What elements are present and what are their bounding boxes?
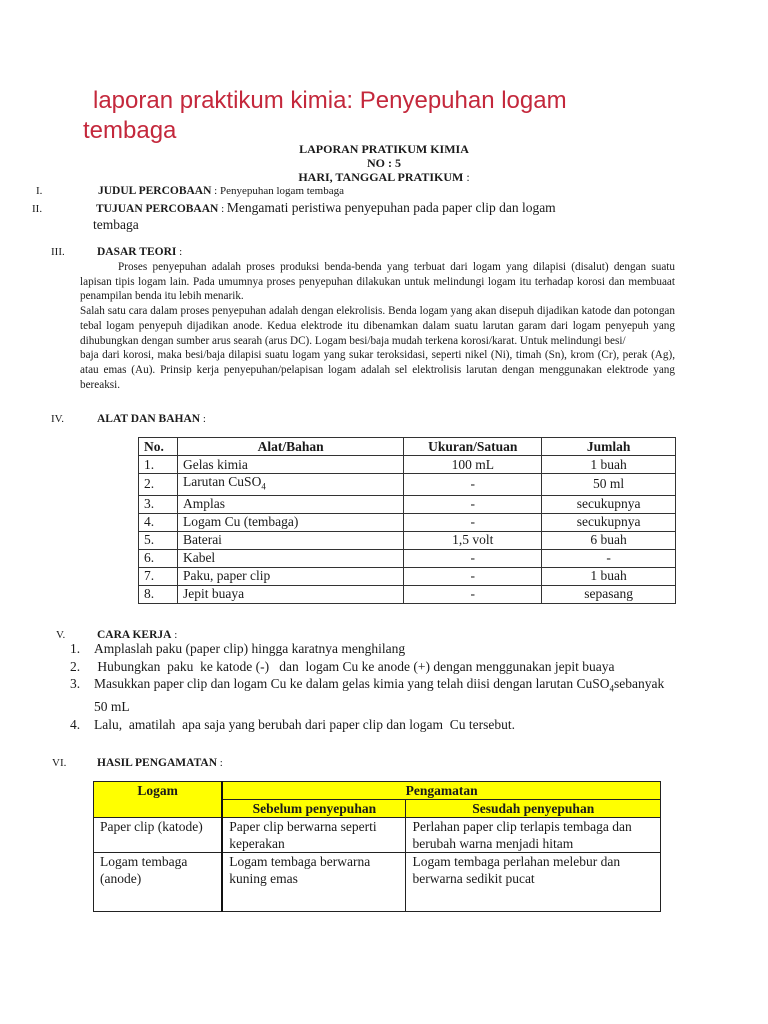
table-row xyxy=(139,495,676,513)
table-header-row xyxy=(94,782,661,800)
step-number: 4. xyxy=(70,716,81,732)
cell-item: Kabel xyxy=(177,549,403,567)
section-label: JUDUL PERCOBAAN xyxy=(98,185,212,197)
cell-size: 100 mL xyxy=(404,456,542,474)
table-row xyxy=(139,531,676,549)
cell-amount: 6 buah xyxy=(542,531,676,549)
section-numeral: VI. xyxy=(52,757,67,769)
cell-no: 1. xyxy=(139,456,178,474)
cell-size: - xyxy=(404,567,542,585)
section-colon: : xyxy=(171,629,178,641)
observation-table xyxy=(93,781,661,912)
report-number: NO : 5 xyxy=(367,156,401,170)
cell-sesudah: Perlahan paper clip terlapis tembaga dan berubah warna menjadi hitam xyxy=(406,818,661,853)
cell-amount: secukupnya xyxy=(542,495,676,513)
cell-amount: sepasang xyxy=(542,585,676,603)
section-label: ALAT DAN BAHAN xyxy=(97,413,201,425)
cell-logam: Paper clip (katode) xyxy=(94,818,223,853)
table-row xyxy=(139,567,676,585)
section-colon: : xyxy=(200,413,206,425)
section-colon: : xyxy=(218,203,227,215)
list-item xyxy=(70,640,680,658)
step-text-after: sebanyak 50 mL xyxy=(94,676,665,715)
section-hasil-heading xyxy=(52,757,223,769)
column-header-logam: Logam xyxy=(94,782,223,818)
cell-no: 3. xyxy=(139,495,178,513)
table-row xyxy=(139,585,676,603)
report-date-label: HARI, TANGGAL PRATIKUM xyxy=(298,170,464,184)
report-date-line xyxy=(0,170,768,185)
section-tujuan-cont: tembaga xyxy=(93,217,139,232)
column-header-size: Ukuran/Satuan xyxy=(404,438,542,456)
column-header-item: Alat/Bahan xyxy=(177,438,403,456)
cell-sesudah: Logam tembaga perlahan melebur dan berwarna sedikit pucat xyxy=(406,853,661,912)
section-numeral: V. xyxy=(56,629,66,641)
table-row xyxy=(139,513,676,531)
step-number: 3. xyxy=(70,676,81,691)
column-header-sebelum: Sebelum penyepuhan xyxy=(222,800,406,818)
section-numeral: III. xyxy=(51,246,65,258)
step-text: Amplaslah paku (paper clip) hingga karatnya menghilang xyxy=(94,641,406,656)
paragraph: baja dari korosi, maka besi/baja dilapisi suatu logam yang sukar teroksidasi, seperti nikel (Ni), timah (Sn), krom (Cr), perak (Ag), atau emas (Au). Prinsip kerja penyepuhan/pelapisan logam adalah sel elektrolisis larutan dengan menggunakan elektrode yang bereaksi. xyxy=(80,349,675,391)
cell-no: 5. xyxy=(139,531,178,549)
cell-no: 2. xyxy=(139,474,178,496)
report-heading: LAPORAN PRATIKUM KIMIA xyxy=(299,142,469,156)
table-row xyxy=(94,818,661,853)
report-date-colon: : xyxy=(466,170,470,184)
paragraph: Proses penyepuhan adalah proses produksi benda-benda yang terbuat dari logam yang dilapisi (disalut) dengan suatu lapisan tipis logam lain. Pada umumnya proses penyepuhan dilakukan untuk melindungi logam itu terhadap korosi dan membuaat penampilan benda itu lebih menarik. xyxy=(80,261,675,303)
cell-no: 6. xyxy=(139,549,178,567)
step-text: Lalu, amatilah apa saja yang berubah dari paper clip dan logam Cu tersebut. xyxy=(94,716,515,732)
step-text xyxy=(94,675,680,716)
section-colon: : xyxy=(217,757,223,769)
step-text: Hubungkan paku ke katode (-) dan logam Cu ke anode (+) dengan menggunakan jepit buaya xyxy=(94,658,615,674)
column-header-sesudah: Sesudah penyepuhan xyxy=(406,800,661,818)
dasar-teori-body xyxy=(80,260,675,392)
cell-size: - xyxy=(404,474,542,496)
cell-size: 1,5 volt xyxy=(404,531,542,549)
column-header-pengamatan: Pengamatan xyxy=(222,782,660,800)
subscript: 4 xyxy=(609,683,614,694)
section-numeral: IV. xyxy=(51,413,64,425)
cell-size: - xyxy=(404,513,542,531)
table-row xyxy=(94,853,661,912)
cell-amount: secukupnya xyxy=(542,513,676,531)
section-numeral: I. xyxy=(36,185,43,197)
cell-amount: - xyxy=(542,549,676,567)
cell-size: - xyxy=(404,495,542,513)
paragraph: Salah satu cara dalam proses penyepuhan adalah dengan elekrolisis. Benda logam yang akan disepuh dijadikan katode dan potongan tebal logam penyepuh dijadikan anode. Kedua elektrode itu dibenamkan dalam suatu larutan garam dari logam penyepuh yang dihubungkan dengan sumber arus searah (arus DC). Logam besi/baja mudah terkena korosi/karat. Untuk melindungi besi/ xyxy=(80,305,675,347)
cell-sebelum: Paper clip berwarna seperti keperakan xyxy=(222,818,406,853)
table-header-row xyxy=(139,438,676,456)
step-number: 2. xyxy=(70,658,81,674)
section-alat-bahan-heading xyxy=(51,413,206,425)
procedure-list xyxy=(70,640,680,733)
cell-amount: 1 buah xyxy=(542,456,676,474)
cell-no: 8. xyxy=(139,585,178,603)
cell-item: Logam Cu (tembaga) xyxy=(177,513,403,531)
document-title xyxy=(83,86,643,146)
subscript: 4 xyxy=(261,481,266,492)
cell-item-text: Larutan CuSO xyxy=(182,474,262,489)
table-row xyxy=(139,456,676,474)
section-value: Mengamati peristiwa penyepuhan pada paper clip dan logam xyxy=(226,200,556,215)
cell-item: Gelas kimia xyxy=(177,456,403,474)
column-header-amount: Jumlah xyxy=(542,438,676,456)
cell-amount: 1 buah xyxy=(542,567,676,585)
cell-no: 7. xyxy=(139,567,178,585)
table-row xyxy=(139,474,676,496)
cell-item: Jepit buaya xyxy=(177,585,403,603)
section-numeral: II. xyxy=(32,203,43,215)
title-line-2: tembaga xyxy=(83,117,177,144)
equipment-table xyxy=(138,437,676,604)
section-colon: : xyxy=(176,246,183,258)
cell-item: Amplas xyxy=(177,495,403,513)
cell-item: Paku, paper clip xyxy=(177,567,403,585)
section-label: CARA KERJA xyxy=(97,629,172,641)
section-value: Penyepuhan logam tembaga xyxy=(219,185,345,197)
cell-size: - xyxy=(404,549,542,567)
cell-no: 4. xyxy=(139,513,178,531)
section-judul xyxy=(36,184,344,199)
cell-logam: Logam tembaga (anode) xyxy=(94,853,223,912)
cell-item xyxy=(177,474,403,496)
list-item xyxy=(70,675,680,716)
list-item xyxy=(70,658,680,676)
section-label: DASAR TEORI xyxy=(97,246,177,258)
column-header-no: No. xyxy=(139,438,178,456)
section-label: HASIL PENGAMATAN xyxy=(97,757,218,769)
title-line-1: laporan praktikum kimia: Penyepuhan logam xyxy=(93,87,567,114)
cell-size: - xyxy=(404,585,542,603)
table-row xyxy=(139,549,676,567)
list-item xyxy=(70,716,680,734)
section-colon: : xyxy=(211,185,220,197)
cell-item: Baterai xyxy=(177,531,403,549)
step-text-main: Masukkan paper clip dan logam Cu ke dalam gelas kimia yang telah diisi dengan larutan CuSO xyxy=(94,676,610,691)
cell-sebelum: Logam tembaga berwarna kuning emas xyxy=(222,853,406,912)
step-number: 1. xyxy=(70,641,81,656)
section-tujuan xyxy=(32,199,672,218)
cell-amount: 50 ml xyxy=(542,474,676,496)
section-dasar-teori-heading xyxy=(51,246,182,258)
section-label: TUJUAN PERCOBAAN xyxy=(96,203,219,215)
